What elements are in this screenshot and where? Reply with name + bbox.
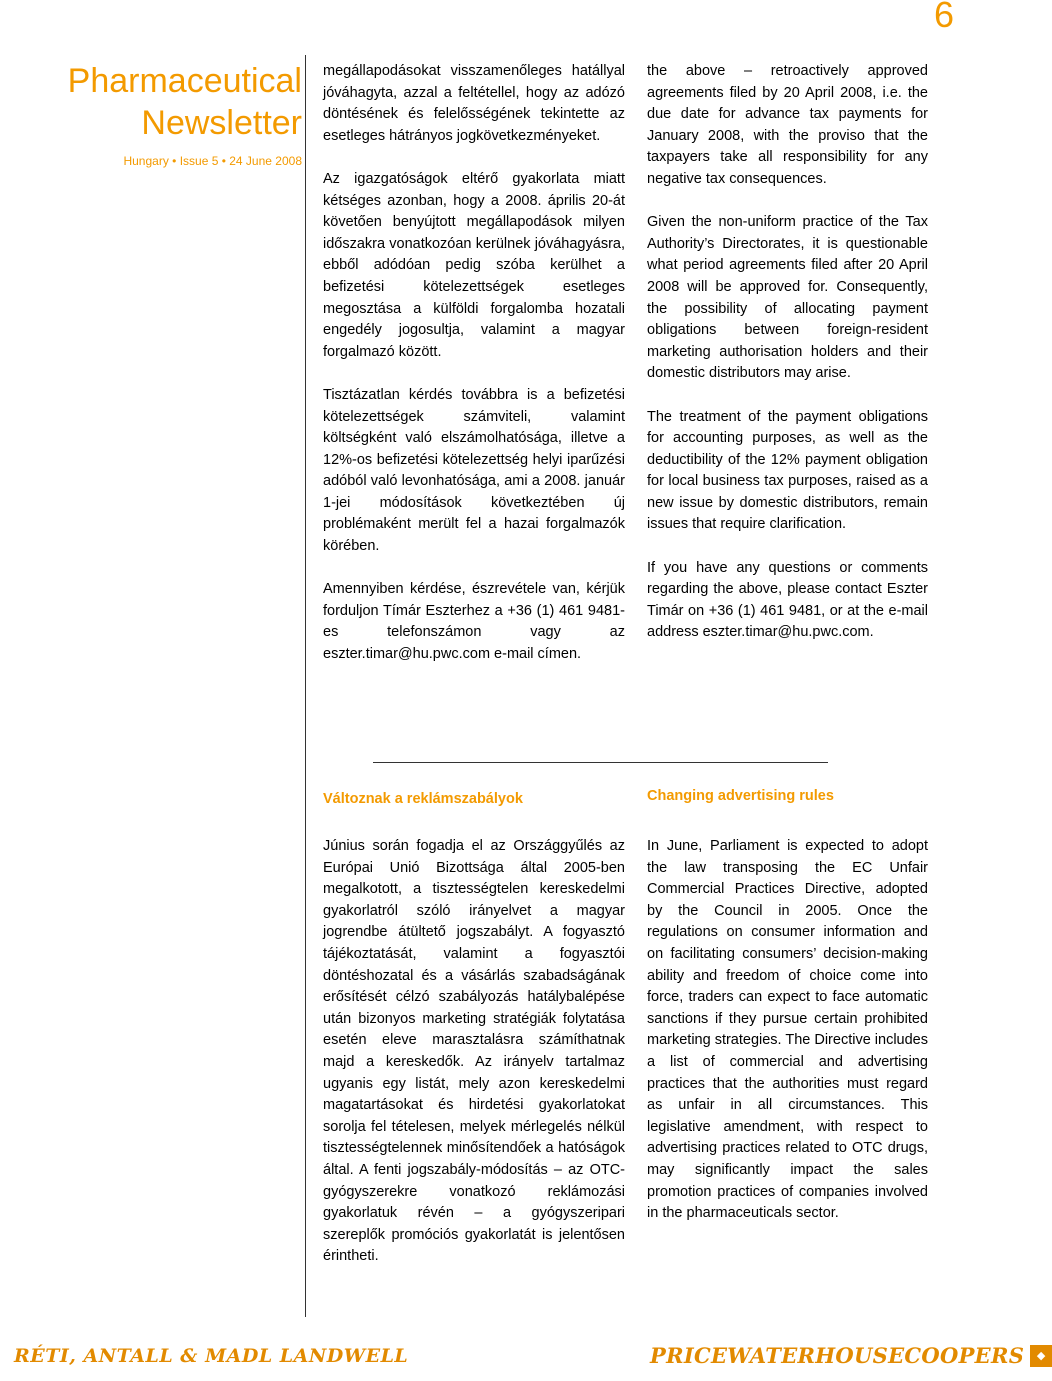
section-heading-hungarian: Változnak a reklámszabályok [323, 791, 523, 807]
paragraph: If you have any questions or comments regarding the above, please contact Eszter Timár on +36 (1) 461 9481, or at the e-mail address eszter.timar@hu.pwc.com. [647, 559, 928, 641]
english-column-top [647, 61, 928, 666]
paragraph: megállapodásokat visszamenőleges hatállyal jóváhagyta, azzal a feltétellel, hogy az adózó döntésének és felelősségének tekintette az esetleges hátrányos jogkövetkezményeket. [323, 63, 625, 144]
paragraph: Tisztázatlan kérdés továbbra is a befizetési kötelezettségek számviteli, valamint költségként való elszámolhatósága, illetve a 12%-os befizetési kötelezettség helyi iparűzési adóból való levonhatósága, ami a 2008. január 1-jei módosítások következtében új problémaként merült fel a hazai forgalmazók körében. [323, 386, 625, 555]
masthead [40, 60, 302, 168]
newsletter-title-line2: Newsletter [141, 104, 302, 142]
issue-info: Hungary • Issue 5 • 24 June 2008 [123, 154, 302, 168]
reti-antall-madl-landwell-logo: RÉTI, ANTALL & MADL LANDWELL [14, 1345, 409, 1367]
paragraph: In June, Parliament is expected to adopt the law transposing the EC Unfair Commercial Practices Directive, adopted by the Council in 2005. Once the regulations on consumer information and on facilitating consumers’ decision-making ability and freedom of choice come into force, traders can expect to face automatic sanctions if they pursue certain prohibited marketing strategies. The Directive includes a list of commercial and advertising practices that the authorities must regard as unfair in all circumstances. This legislative amendment, with respect to advertising practices related to OTC drugs, may significantly impact the sales promotion practices of companies involved in the pharmaceuticals sector. [647, 838, 928, 1222]
english-column-bottom [647, 836, 928, 1246]
pwc-logo-text: PRICEWATERHOUSECOOPERS [650, 1343, 1025, 1368]
newsletter-title-line1: Pharmaceutical [67, 62, 302, 100]
paragraph: Június során fogadja el az Országgyűlés az Európai Unió Bizottsága által 2005-ben megalkotott, a tisztességtelen kereskedelmi gyakorlatról szóló irányelvet a magyar jogrendbe átültető jogszabályt. A fogyasztó tájékoztatását, valamint a fogyasztói döntéshozatal és a vásárlás szabadságának erősítését célzó szabályozás hatálybalépése után bizonyos marketing stratégiák folytatása esetén eleve marasztalásra számíthatnak majd a kereskedők. Az irányelv tartalmaz ugyanis egy listát, mely azon kereskedelmi magatartásokat és hirdetési gyakorlatokat sorolja fel tételesen, melyek mérlegelés nélkül tisztességtelennek minősítendőek a hatóságok által. A fenti jogszabály-módosítás – az OTC-gyógyszerekre vonatkozó reklámozási gyakorlatuk révén – a gyógyszeripari szereplők promóciós gyakorlatát is jelentősen érintheti. [323, 838, 625, 1265]
paragraph: Given the non-uniform practice of the Tax Authority’s Directorates, it is questionable what period agreements filed after 20 April 2008 will be approved for. Consequently, the possibility of allocating payment obligations between foreign-resident marketing authorisation holders and their domestic distributors may arise. [647, 214, 928, 382]
section-divider [373, 762, 828, 763]
hungarian-column-top [323, 61, 625, 687]
paragraph: Az igazgatóságok eltérő gyakorlata miatt kétséges azonban, hogy a 2008. április 20-át követően benyújtott megállapodások milyen időszakra vonatkozóan kerülnek jóváhagyásra, ebből adódóan pedig szóba kerülhet a befizetési kötelezettségek esetleges megosztása a külföldi forgalomba hozatali engedély jogosultja, valamint a magyar forgalmazó között. [323, 170, 625, 360]
paragraph: the above – retroactively approved agreements filed by 20 April 2008, i.e. the due date for advance tax payments for January 2008, with the proviso that the taxpayers take all responsibility for any negative tax consequences. [647, 63, 928, 187]
page-number: 6 [933, 0, 954, 35]
hungarian-column-bottom [323, 836, 625, 1289]
pwc-mark-icon: ◆ [1030, 1345, 1052, 1367]
pricewaterhousecoopers-logo [650, 1343, 1052, 1368]
paragraph: The treatment of the payment obligations for accounting purposes, as well as the deductibility of the 12% payment obligation for local business tax purposes, raised as a new issue by domestic distributors, remain issues that require clarification. [647, 408, 928, 533]
section-heading-english: Changing advertising rules [647, 788, 834, 804]
paragraph: Amennyiben kérdése, észrevétele van, kérjük forduljon Tímár Eszterhez a +36 (1) 461 9481-es telefonszámon vagy az eszter.timar@hu.pwc.com e-mail címen. [323, 581, 625, 663]
column-divider [305, 55, 306, 1317]
